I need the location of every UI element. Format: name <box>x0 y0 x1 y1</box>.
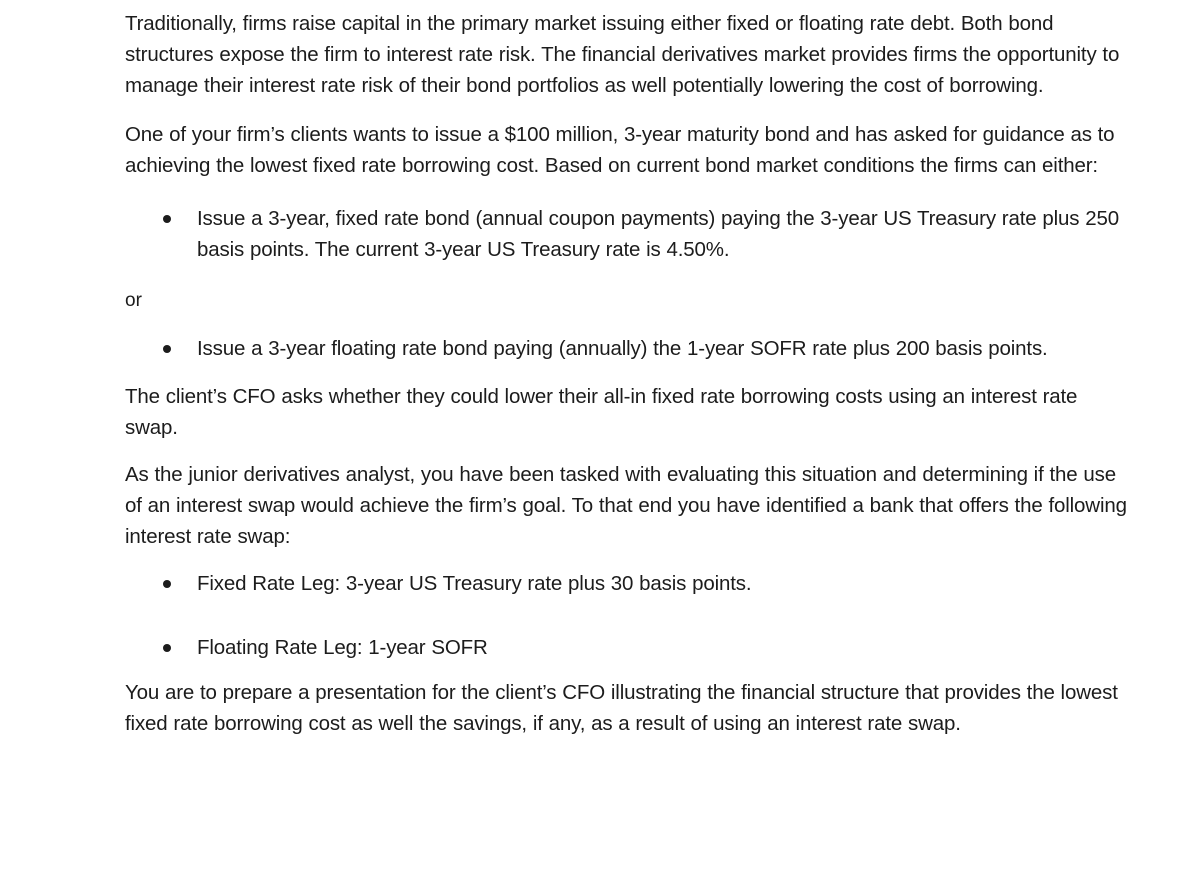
list-item-floating-bond-option <box>125 333 1135 364</box>
fixed-leg-text: Fixed Rate Leg: 3-year US Treasury rate plus 30 basis points. <box>197 572 752 595</box>
bullet-icon <box>163 644 171 652</box>
list-item-fixed-leg <box>125 568 1135 599</box>
presentation-paragraph: You are to prepare a presentation for the client’s CFO illustrating the financial structure that provides the lowest fixed rate borrowing cost as well the savings, if any, as a result of using an interest rate swap. <box>125 681 1118 735</box>
swap-terms-list <box>125 568 1135 663</box>
floating-bond-option-text: Issue a 3-year floating rate bond paying (annually) the 1-year SOFR rate plus 200 basis points. <box>197 337 1048 360</box>
floating-leg-text: Floating Rate Leg: 1-year SOFR <box>197 636 488 659</box>
list-item-floating-leg <box>125 632 1135 663</box>
analyst-task-paragraph: As the junior derivatives analyst, you have been tasked with evaluating this situation and determining if the use of an interest swap would achieve the firm’s goal. To that end you have identified a bank that offers the following interest rate swap: <box>125 463 1127 548</box>
bullet-icon <box>163 580 171 588</box>
or-separator: or <box>125 290 142 311</box>
document-body <box>125 8 1135 739</box>
cfo-question-paragraph: The client’s CFO asks whether they could lower their all-in fixed rate borrowing costs using an interest rate swap. <box>125 385 1078 439</box>
bullet-icon <box>163 215 171 223</box>
bullet-icon <box>163 345 171 353</box>
fixed-bond-option-text: Issue a 3-year, fixed rate bond (annual coupon payments) paying the 3-year US Treasury rate plus 250 basis points. The current 3-year US Treasury rate is 4.50%. <box>197 207 1119 261</box>
bond-options-list-2 <box>125 333 1135 364</box>
bond-options-list-1 <box>125 203 1135 265</box>
client-paragraph: One of your firm’s clients wants to issue a $100 million, 3-year maturity bond and has asked for guidance as to achieving the lowest fixed rate borrowing cost. Based on current bond market conditions the firms can either: <box>125 123 1115 177</box>
intro-paragraph: Traditionally, firms raise capital in the primary market issuing either fixed or floating rate debt. Both bond structures expose the firm to interest rate risk. The financial derivatives market provides firms the opportunity to manage their interest rate risk of their bond portfolios as well potentially lowering the cost of borrowing. <box>125 12 1120 97</box>
list-item-fixed-bond-option <box>125 203 1135 265</box>
